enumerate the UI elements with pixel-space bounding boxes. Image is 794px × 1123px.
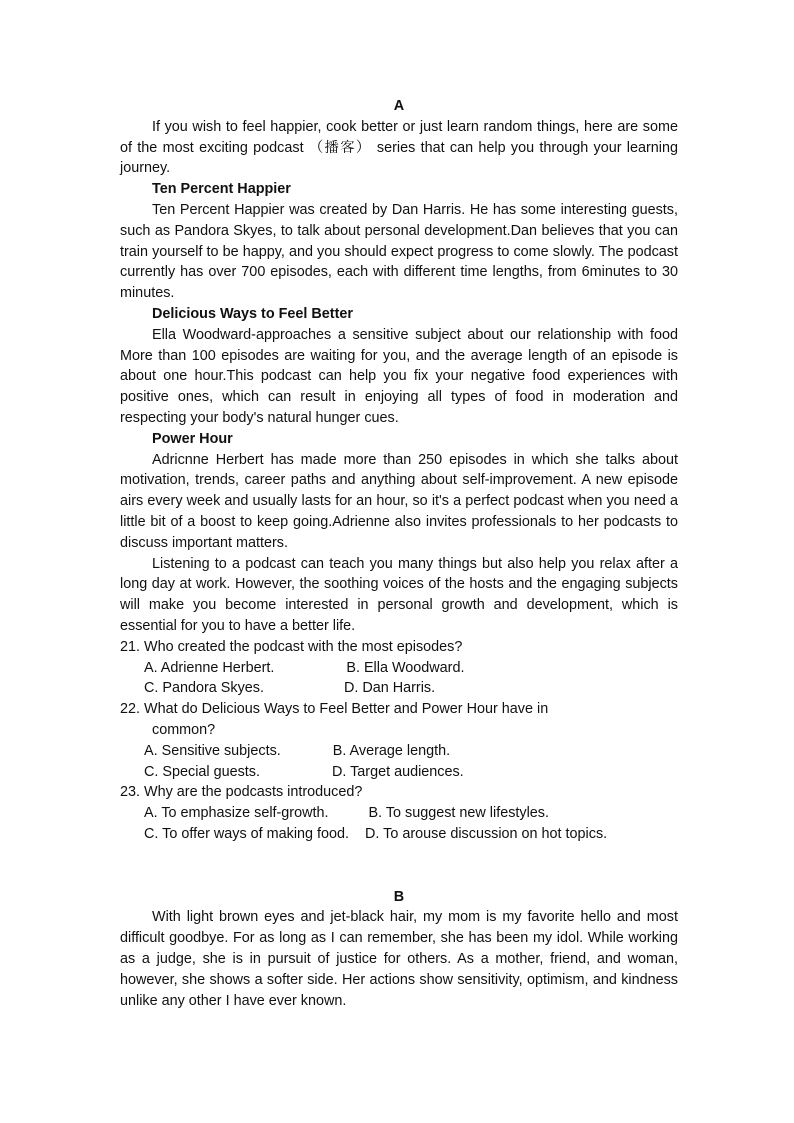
question-stem: 21. Who created the podcast with the most episodes? xyxy=(120,638,463,655)
section-a-closing: Listening to a podcast can teach you many things but also help you relax after a long day at work. However, the soothing voices of the hosts and the engaging subjects will make you become interested in personal growth and development, which is essential for you to have a better life. xyxy=(120,555,678,634)
question-options-row: A. Sensitive subjects. B. Average length. xyxy=(144,742,451,759)
question-options-row: C. To offer ways of making food. D. To arouse discussion on hot topics. xyxy=(144,825,608,842)
podcast-description: Ella Woodward-approaches a sensitive subject about our relationship with food More than 100 episodes are waiting for you, and the average length of an episode is about one hour.This podcast can help you fix your negative food experiences with positive ones, which can result in enjoying all types of food in moderation and respecting your body's natural hunger cues. xyxy=(120,326,678,426)
section-a-label: A xyxy=(393,98,405,114)
question-stem-continuation: common? xyxy=(152,721,216,738)
document-content xyxy=(120,96,678,1011)
question-options-row: A. Adrienne Herbert. B. Ella Woodward. xyxy=(144,659,465,676)
section-spacer xyxy=(120,845,678,887)
question-options-row: C. Pandora Skyes. D. Dan Harris. xyxy=(144,680,436,697)
question-options-row: A. To emphasize self-growth. B. To suggest new lifestyles. xyxy=(144,805,549,822)
section-b-body: With light brown eyes and jet-black hair, my mom is my favorite hello and most difficult goodbye. For as long as I can remember, she has been my idol. While working as a judge, she is in pursuit of justice for others. As a mother, friend, and woman, however, she shows a softer side. Her actions show sensitivity, optimism, and kindness unlike any other I have ever known. xyxy=(120,909,678,1009)
podcast-description: Adricnne Herbert has made more than 250 episodes in which she talks about motivation, trends, career paths and anything about self-improvement. A new episode airs every week and usually lasts for an hour, so it's a perfect podcast when you need a little bit of a boost to keep going.Adrienne also invites professionals to her podcasts to discuss important matters. xyxy=(120,451,678,551)
podcast-title: Delicious Ways to Feel Better xyxy=(152,305,353,322)
podcast-description: Ten Percent Happier was created by Dan Harris. He has some interesting guests, such as Pandora Skyes, to talk about personal development.Dan believes that you can train yourself to be happy, and you should expect progress to come slowly. The podcast currently has over 700 episodes, each with different time lengths, from 6minutes to 30 minutes. xyxy=(120,201,678,302)
podcast-title: Power Hour xyxy=(152,430,233,447)
podcast-title: Ten Percent Happier xyxy=(152,181,291,198)
question-options-row: C. Special guests. D. Target audiences. xyxy=(144,763,464,780)
question-stem: 22. What do Delicious Ways to Feel Better and Power Hour have in xyxy=(120,701,549,718)
question-22 xyxy=(120,699,678,782)
question-23 xyxy=(120,782,678,844)
question-stem: 23. Why are the podcasts introduced? xyxy=(120,784,363,801)
section-b-label: B xyxy=(393,888,405,905)
section-a-intro: If you wish to feel happier, cook better or just learn random things, here are some of the most exciting podcast （播客） series that can help you through your learning journey. xyxy=(120,118,678,177)
question-21 xyxy=(120,637,678,699)
